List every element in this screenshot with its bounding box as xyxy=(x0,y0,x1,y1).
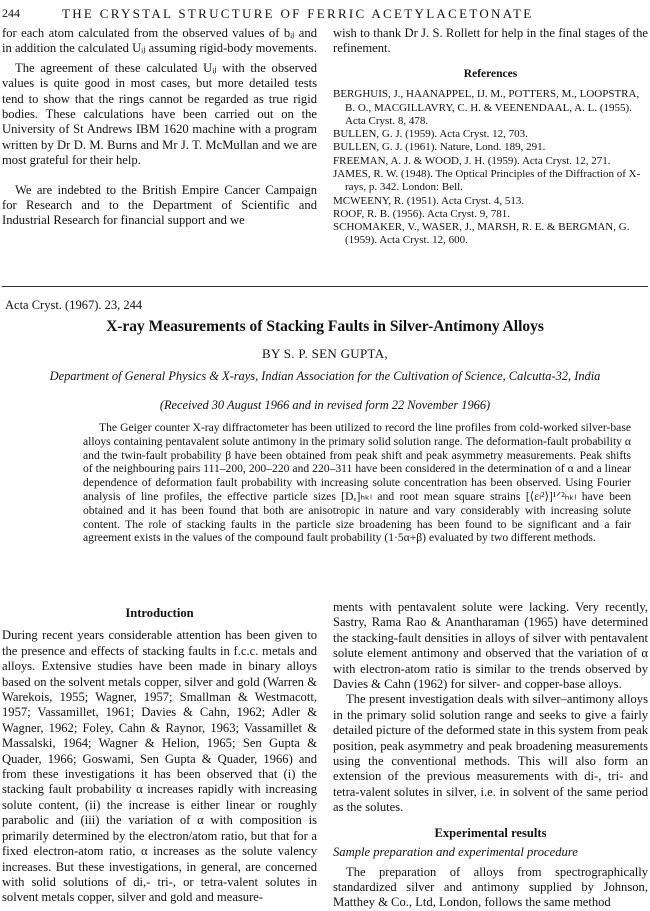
prev-paragraph-1: for each atom calculated from the observed values of bᵢⱼ and in addition the calculated Uᵢⱼ assuming rigid-body movements. xyxy=(2,26,317,56)
prev-article-right-column xyxy=(333,26,648,248)
running-title: THE CRYSTAL STRUCTURE OF FERRIC ACETYLACETONATE xyxy=(62,6,534,21)
introduction-paragraph-2: ments with pentavalent solute were lacking. Very recently, Sastry, Rama Rao & Anantharaman (1965) have determined the stacking-fault densities in alloys of silver with pentavalent solute element antimony and observed that the variation of α with electron-atom ratio is similar to the trends observed by Davies & Cahn (1962) for silver- and copper-base alloys. xyxy=(333,600,648,692)
introduction-heading: Introduction xyxy=(125,606,194,620)
article-author: BY S. P. SEN GUPTA, xyxy=(262,346,388,361)
experimental-heading: Experimental results xyxy=(434,825,547,840)
prev-right-paragraph: wish to thank Dr J. S. Rollett for help in the final stages of the refinement. xyxy=(333,26,648,56)
received-date: (Received 30 August 1966 and in revised form 22 November 1966) xyxy=(159,398,491,412)
prev-paragraph-2: The agreement of these calculated Uᵢⱼ with the observed values is quite good in most cases, but more detailed tests tend to show that the rings cannot be regarded as true rigid bodies. These calculations have been carried out on the University of St Andrews IBM 1620 machine with a program written by Dr D. M. Burns and Mr J. T. McMullan and we are most grateful for their help. xyxy=(2,60,317,168)
abstract xyxy=(83,421,631,545)
introduction-paragraph-3: The present investigation deals with silver–antimony alloys in the primary solid solution range and seeks to give a fairly detailed picture of the deformed state in this system from peak position, peak asymmetry and peak broadening measurements using the conventional methods. This will also form an extension of the previous measurements with di-, tri- and tetra-valent solutes in silver, i.e. in solvent of the same period as the solutes. xyxy=(333,692,648,815)
prev-article-left-column xyxy=(2,26,317,229)
reference-item: BULLEN, G. J. (1959). Acta Cryst. 12, 703. xyxy=(333,128,528,141)
reference-item: ROOF, R. B. (1956). Acta Cryst. 9, 781. xyxy=(333,207,510,220)
running-header xyxy=(2,6,648,22)
article-title: X-ray Measurements of Stacking Faults in Silver-Antimony Alloys xyxy=(106,318,544,335)
experimental-paragraph: The preparation of alloys from spectrographically standardized silver and antimony supplied by Johnson, Matthey & Co., Ltd, London, follows the same method xyxy=(333,864,648,910)
introduction-paragraph-1: During recent years considerable attention has been given to the presence and effects of stacking faults in f.c.c. metals and alloys. Extensive studies have been made in binary alloys based on the solvent metals copper, silver and gold (Warren & Warekois, 1955; Wagner, 1957; Smallman & Westmacott, 1957; Vassamillet, 1961; Davies & Cahn, 1962; Adler & Wagner, 1962; Foley, Cahn & Raynor, 1963; Vassamillet & Massalski, 1964; Wagner & Helion, 1965; Sen Gupta & Quader, 1966; Goswami, Sen Gupta & Quader, 1966) and from these investigations it has been observed that (i) the stacking fault probability α increases rapidly with increasing solute content, (ii) the increase is either linear or roughly parabolic and (iii) the variation of α with composition is primarily determined by the electron/atom ratio, but that for a fixed electron-atom ratio, α increases as the solute valency increases. But these investigations, in general, are concerned with solid solutions of di,- tri-, or tetra-valent solutes in solvent metals copper, silver and gold and measure- xyxy=(2,628,317,905)
author-affiliation: Department of General Physics & X-rays, Indian Association for the Cultivation of Science, Calcutta-32, India xyxy=(49,369,601,383)
page-number: 244 xyxy=(2,6,20,20)
reference-item: BERGHUIS, J., HAANAPPEL, IJ. M., POTTERS, M., LOOPSTRA, B. O., MACGILLAVRY, C. H. & VEENENDAAL, A. L. (1955). Acta Cryst. 8, 478. xyxy=(333,88,640,127)
body-right-column xyxy=(333,600,648,911)
article-separator xyxy=(2,286,648,287)
reference-item: MCWEENY, R. (1951). Acta Cryst. 4, 513. xyxy=(333,194,525,207)
experimental-subheading: Sample preparation and experimental procedure xyxy=(333,845,578,860)
reference-item: SCHOMAKER, V., WASER, J., MARSH, R. E. & BERGMAN, G. (1959). Acta Cryst. 12, 600. xyxy=(333,221,630,247)
journal-citation: Acta Cryst. (1967). 23, 244 xyxy=(5,298,143,312)
body-left-column xyxy=(2,606,317,906)
reference-item: FREEMAN, A. J. & WOOD, J. H. (1959). Acta Cryst. 12, 271. xyxy=(333,154,611,167)
abstract-paragraph: The Geiger counter X-ray diffractometer has been utilized to record the line profiles from cold-worked silver-base alloys containing pentavalent solute antimony in the primary solid solution range. The deformation-fault probability α and the twin-fault probability β have been obtained from peak shift and peak asymmetry measurements. Peak shifts of the neighbouring pairs 111–200, 200–220 and 220–311 have been considered in the determination of α and a linear dependence of deformation fault probability with increasing solute concentration has been observed. Using Fourier analysis of line profiles, the effective particle sizes [Dₑ]ₕₖₗ and root mean square strains [⟨εₗ²⟩]¹ᐟ²ₕₖₗ have been obtained and it has been found that both are anisotropic in nature and vary considerably with increasing solute content. The role of stacking faults in the particle size broadening has been found to be significant and a fair agreement exists in the values of the compound fault probability (1·5α+β) evaluated by two different methods. xyxy=(83,421,631,545)
reference-item: JAMES, R. W. (1948). The Optical Principles of the Diffraction of X-rays, p. 342. London: Bell. xyxy=(333,168,641,194)
reference-item: BULLEN, G. J. (1961). Nature, Lond. 189, 291. xyxy=(333,141,546,154)
references-list xyxy=(333,88,648,248)
references-heading: References xyxy=(463,67,518,80)
prev-paragraph-3: We are indebted to the British Empire Cancer Campaign for Research and to the Department of Scientific and Industrial Research for financial support and we xyxy=(2,182,317,228)
